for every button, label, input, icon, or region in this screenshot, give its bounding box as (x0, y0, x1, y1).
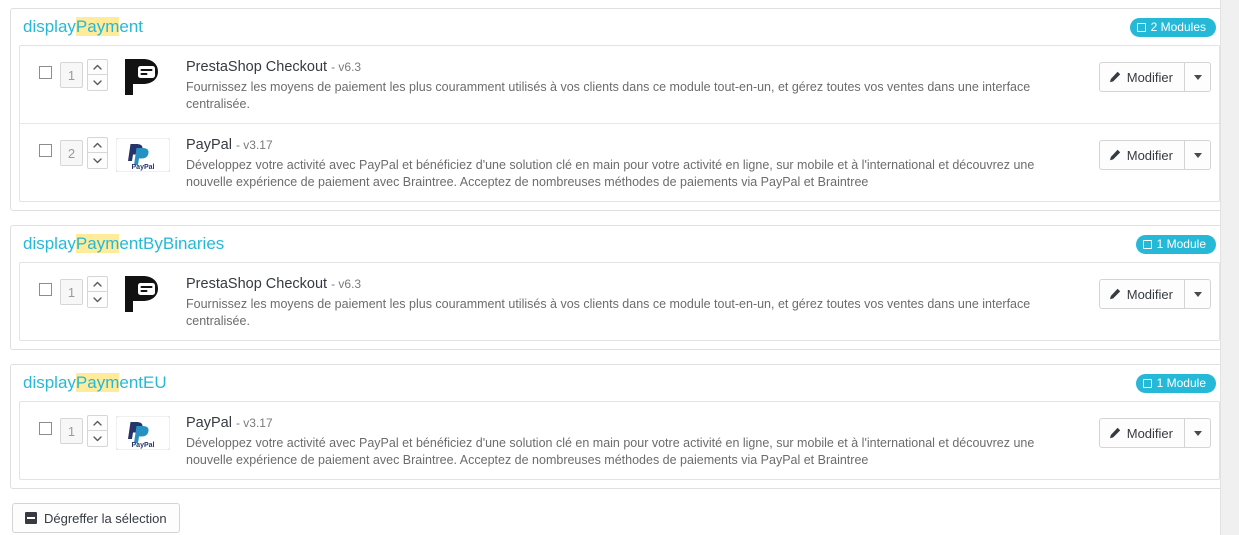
hook-title-highlight: Paym (75, 17, 120, 36)
position-stepper[interactable] (87, 415, 108, 447)
edit-button[interactable] (1099, 140, 1185, 170)
position-value[interactable]: 1 (60, 62, 83, 88)
module-version: - v3.17 (235, 416, 273, 430)
edit-dropdown-toggle[interactable] (1185, 140, 1211, 170)
module-badge-icon (1137, 23, 1146, 32)
module-description: Développez votre activité avec PayPal et bénéficiez d'une solution clé en main pour votre activité en ligne, sur mobile et à l'international et découvrez une nouvelle expérience de paiement avec Braintree. Acceptez de nombreuses méthodes de paiements via PayPal et Braintree (186, 436, 1035, 467)
row-actions (1091, 412, 1211, 448)
hook-title-highlight: Paym (75, 373, 120, 392)
module-info (178, 273, 1091, 330)
module-description: Fournissez les moyens de paiement les plus couramment utilisés à vos clients dans ce module tout-en-un, et gérez toutes vos ventes dans une interface centralisée. (186, 80, 1031, 111)
svg-text:PayPal: PayPal (131, 164, 155, 171)
module-title-line (186, 414, 1073, 432)
edit-button-label: Modifier (1126, 425, 1173, 441)
table-row[interactable] (20, 263, 1219, 340)
hook-title-prefix: display (23, 234, 76, 253)
module-list (19, 401, 1220, 480)
edit-button-label: Modifier (1126, 286, 1173, 302)
module-badge-icon (1143, 379, 1152, 388)
edit-dropdown-toggle[interactable] (1185, 62, 1211, 92)
edit-button[interactable] (1099, 418, 1185, 448)
position-up-button[interactable] (87, 276, 108, 292)
module-title-line (186, 58, 1073, 76)
position-up-button[interactable] (87, 137, 108, 153)
table-row[interactable] (20, 46, 1219, 124)
position-stepper[interactable] (87, 59, 108, 91)
row-select-cell (30, 412, 60, 435)
edit-button-label: Modifier (1126, 147, 1173, 163)
hook-module-count-badge (1136, 235, 1216, 254)
module-name: PayPal (186, 415, 232, 431)
position-up-button[interactable] (87, 59, 108, 75)
row-checkbox[interactable] (39, 66, 52, 79)
row-select-cell (30, 56, 60, 79)
position-value[interactable]: 2 (60, 140, 83, 166)
chevron-down-icon (1194, 75, 1202, 80)
paypal-logo-icon (115, 414, 171, 452)
row-checkbox[interactable] (39, 283, 52, 296)
row-actions (1091, 273, 1211, 309)
hook-panel-displaypaymenteu (10, 364, 1229, 489)
module-logo-cell (108, 412, 178, 452)
chevron-down-icon (1194, 153, 1202, 158)
module-version: - v6.3 (331, 277, 362, 291)
position-value[interactable]: 1 (60, 418, 83, 444)
position-cell (60, 273, 108, 308)
prestashop-checkout-logo-icon (115, 275, 171, 313)
module-list (19, 262, 1220, 341)
position-down-button[interactable] (87, 431, 108, 447)
module-name: PayPal (186, 137, 232, 153)
module-logo-cell (108, 273, 178, 313)
svg-text:PayPal: PayPal (131, 442, 155, 449)
module-info (178, 134, 1091, 191)
row-select-cell (30, 134, 60, 157)
hook-title-prefix: display (23, 17, 76, 36)
row-checkbox[interactable] (39, 144, 52, 157)
edit-button-label: Modifier (1126, 69, 1173, 85)
prestashop-checkout-logo-icon (115, 58, 171, 96)
hook-module-count-label: 1 Module (1156, 237, 1206, 251)
hook-panel-displaypaymentbybinaries (10, 225, 1229, 350)
edit-button-group[interactable] (1099, 418, 1211, 448)
pencil-icon (1109, 427, 1121, 439)
edit-button[interactable] (1099, 279, 1185, 309)
edit-button-group[interactable] (1099, 140, 1211, 170)
pencil-icon (1109, 71, 1121, 83)
hook-title (23, 373, 167, 393)
edit-dropdown-toggle[interactable] (1185, 279, 1211, 309)
module-name: PrestaShop Checkout (186, 276, 328, 292)
hook-title-suffix: entEU (119, 373, 167, 392)
position-cell (60, 56, 108, 91)
module-info (178, 412, 1091, 469)
hook-module-count-label: 1 Module (1156, 376, 1206, 390)
hook-title (23, 234, 224, 254)
position-value[interactable]: 1 (60, 279, 83, 305)
hook-panel-displaypayment (10, 8, 1229, 211)
hook-title (23, 17, 143, 37)
row-checkbox[interactable] (39, 422, 52, 435)
module-logo-cell (108, 56, 178, 96)
unhook-selection-button[interactable] (12, 503, 180, 533)
unhook-selection-label: Dégreffer la sélection (44, 510, 167, 526)
module-title-line (186, 136, 1073, 154)
hook-header (11, 226, 1228, 262)
row-select-cell (30, 273, 60, 296)
position-down-button[interactable] (87, 153, 108, 169)
edit-button-group[interactable] (1099, 279, 1211, 309)
table-row[interactable] (20, 124, 1219, 201)
page-scrollbar[interactable] (1220, 0, 1239, 535)
pencil-icon (1109, 288, 1121, 300)
minus-square-icon (25, 512, 37, 524)
hook-header (11, 365, 1228, 401)
hook-title-suffix: ent (119, 17, 144, 36)
edit-button[interactable] (1099, 62, 1185, 92)
edit-dropdown-toggle[interactable] (1185, 418, 1211, 448)
position-stepper[interactable] (87, 276, 108, 308)
paypal-logo-icon (115, 136, 171, 174)
hook-title-prefix: display (23, 373, 76, 392)
hook-module-count-badge (1136, 374, 1216, 393)
edit-button-group[interactable] (1099, 62, 1211, 92)
position-cell (60, 134, 108, 169)
chevron-down-icon (1194, 292, 1202, 297)
module-version: - v6.3 (331, 60, 362, 74)
module-name: PrestaShop Checkout (186, 59, 328, 75)
module-description: Fournissez les moyens de paiement les plus couramment utilisés à vos clients dans ce module tout-en-un, et gérez toutes vos ventes dans une interface centralisée. (186, 297, 1031, 328)
position-cell (60, 412, 108, 447)
row-actions (1091, 56, 1211, 92)
module-badge-icon (1143, 240, 1152, 249)
row-actions (1091, 134, 1211, 170)
hook-title-highlight: Paym (75, 234, 120, 253)
module-version: - v3.17 (235, 138, 273, 152)
position-stepper[interactable] (87, 137, 108, 169)
hook-module-count-label: 2 Modules (1150, 20, 1206, 34)
bulk-actions-bar (10, 503, 1229, 533)
module-logo-cell (108, 134, 178, 174)
module-list (19, 45, 1220, 202)
module-description: Développez votre activité avec PayPal et bénéficiez d'une solution clé en main pour votre activité en ligne, sur mobile et à l'international et découvrez une nouvelle expérience de paiement avec Braintree. Acceptez de nombreuses méthodes de paiements via PayPal et Braintree (186, 158, 1035, 189)
module-info (178, 56, 1091, 113)
hook-title-suffix: entByBinaries (119, 234, 225, 253)
hook-header (11, 9, 1228, 45)
table-row[interactable] (20, 402, 1219, 479)
position-up-button[interactable] (87, 415, 108, 431)
position-down-button[interactable] (87, 292, 108, 308)
module-title-line (186, 275, 1073, 293)
pencil-icon (1109, 149, 1121, 161)
hook-module-count-badge (1130, 18, 1216, 37)
position-down-button[interactable] (87, 75, 108, 91)
chevron-down-icon (1194, 431, 1202, 436)
